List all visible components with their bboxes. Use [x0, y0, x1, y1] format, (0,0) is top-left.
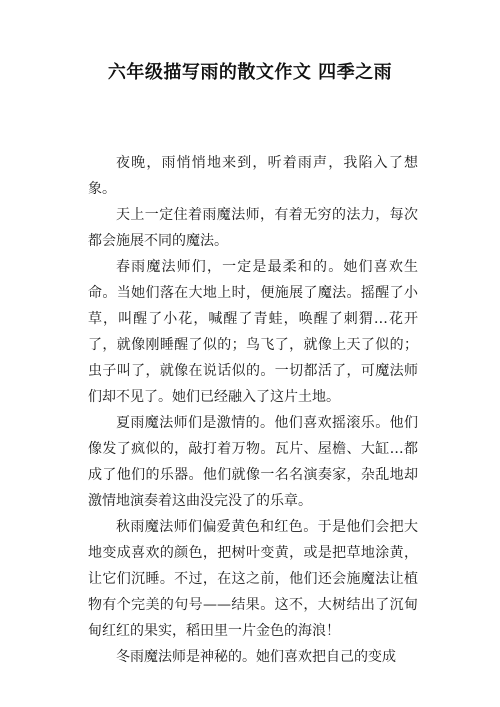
paragraph-1: 夜晚，雨悄悄地来到，听着雨声，我陷入了想象。 — [88, 155, 418, 197]
paragraph-6: 冬雨魔法师是神秘的。她们喜欢把自己的变成 — [116, 649, 396, 665]
paragraph-3: 春雨魔法师们，一定是最柔和的。她们喜欢生命。当她们落在大地上时，便施展了魔法。摇醒了小草，叫醒了小花，喊醒了青蛙，唤醒了刺猬…花开了，就像刚睡醒了似的；鸟飞了，就像上天了似的；虫子叫了，就像在说话似的。一切都活了，可魔法师们却不见了。她们已经融入了这片土地。 — [88, 259, 418, 405]
paragraph-2: 天上一定住着雨魔法师，有着无穷的法力，每次都会施展不同的魔法。 — [88, 207, 418, 249]
paragraph-4: 夏雨魔法师们是激情的。他们喜欢摇滚乐。他们像发了疯似的，敲打着万物。瓦片、屋檐、大缸…都成了他们的乐器。他们就像一名名演奏家，杂乱地却激情地演奏着这曲没完没了的乐章。 — [88, 415, 418, 509]
paragraph-5: 秋雨魔法师们偏爱黄色和红色。于是他们会把大地变成喜欢的颜色，把树叶变黄，或是把草地涂黄，让它们沉睡。不过，在这之前，他们还会施魔法让植物有个完美的句号——结果。这不，大树结出了沉甸甸红红的果实，稻田里一片金色的海浪！ — [88, 519, 418, 639]
document-body — [88, 150, 418, 670]
document-title: 六年级描写雨的散文作文 四季之雨 — [107, 62, 393, 83]
